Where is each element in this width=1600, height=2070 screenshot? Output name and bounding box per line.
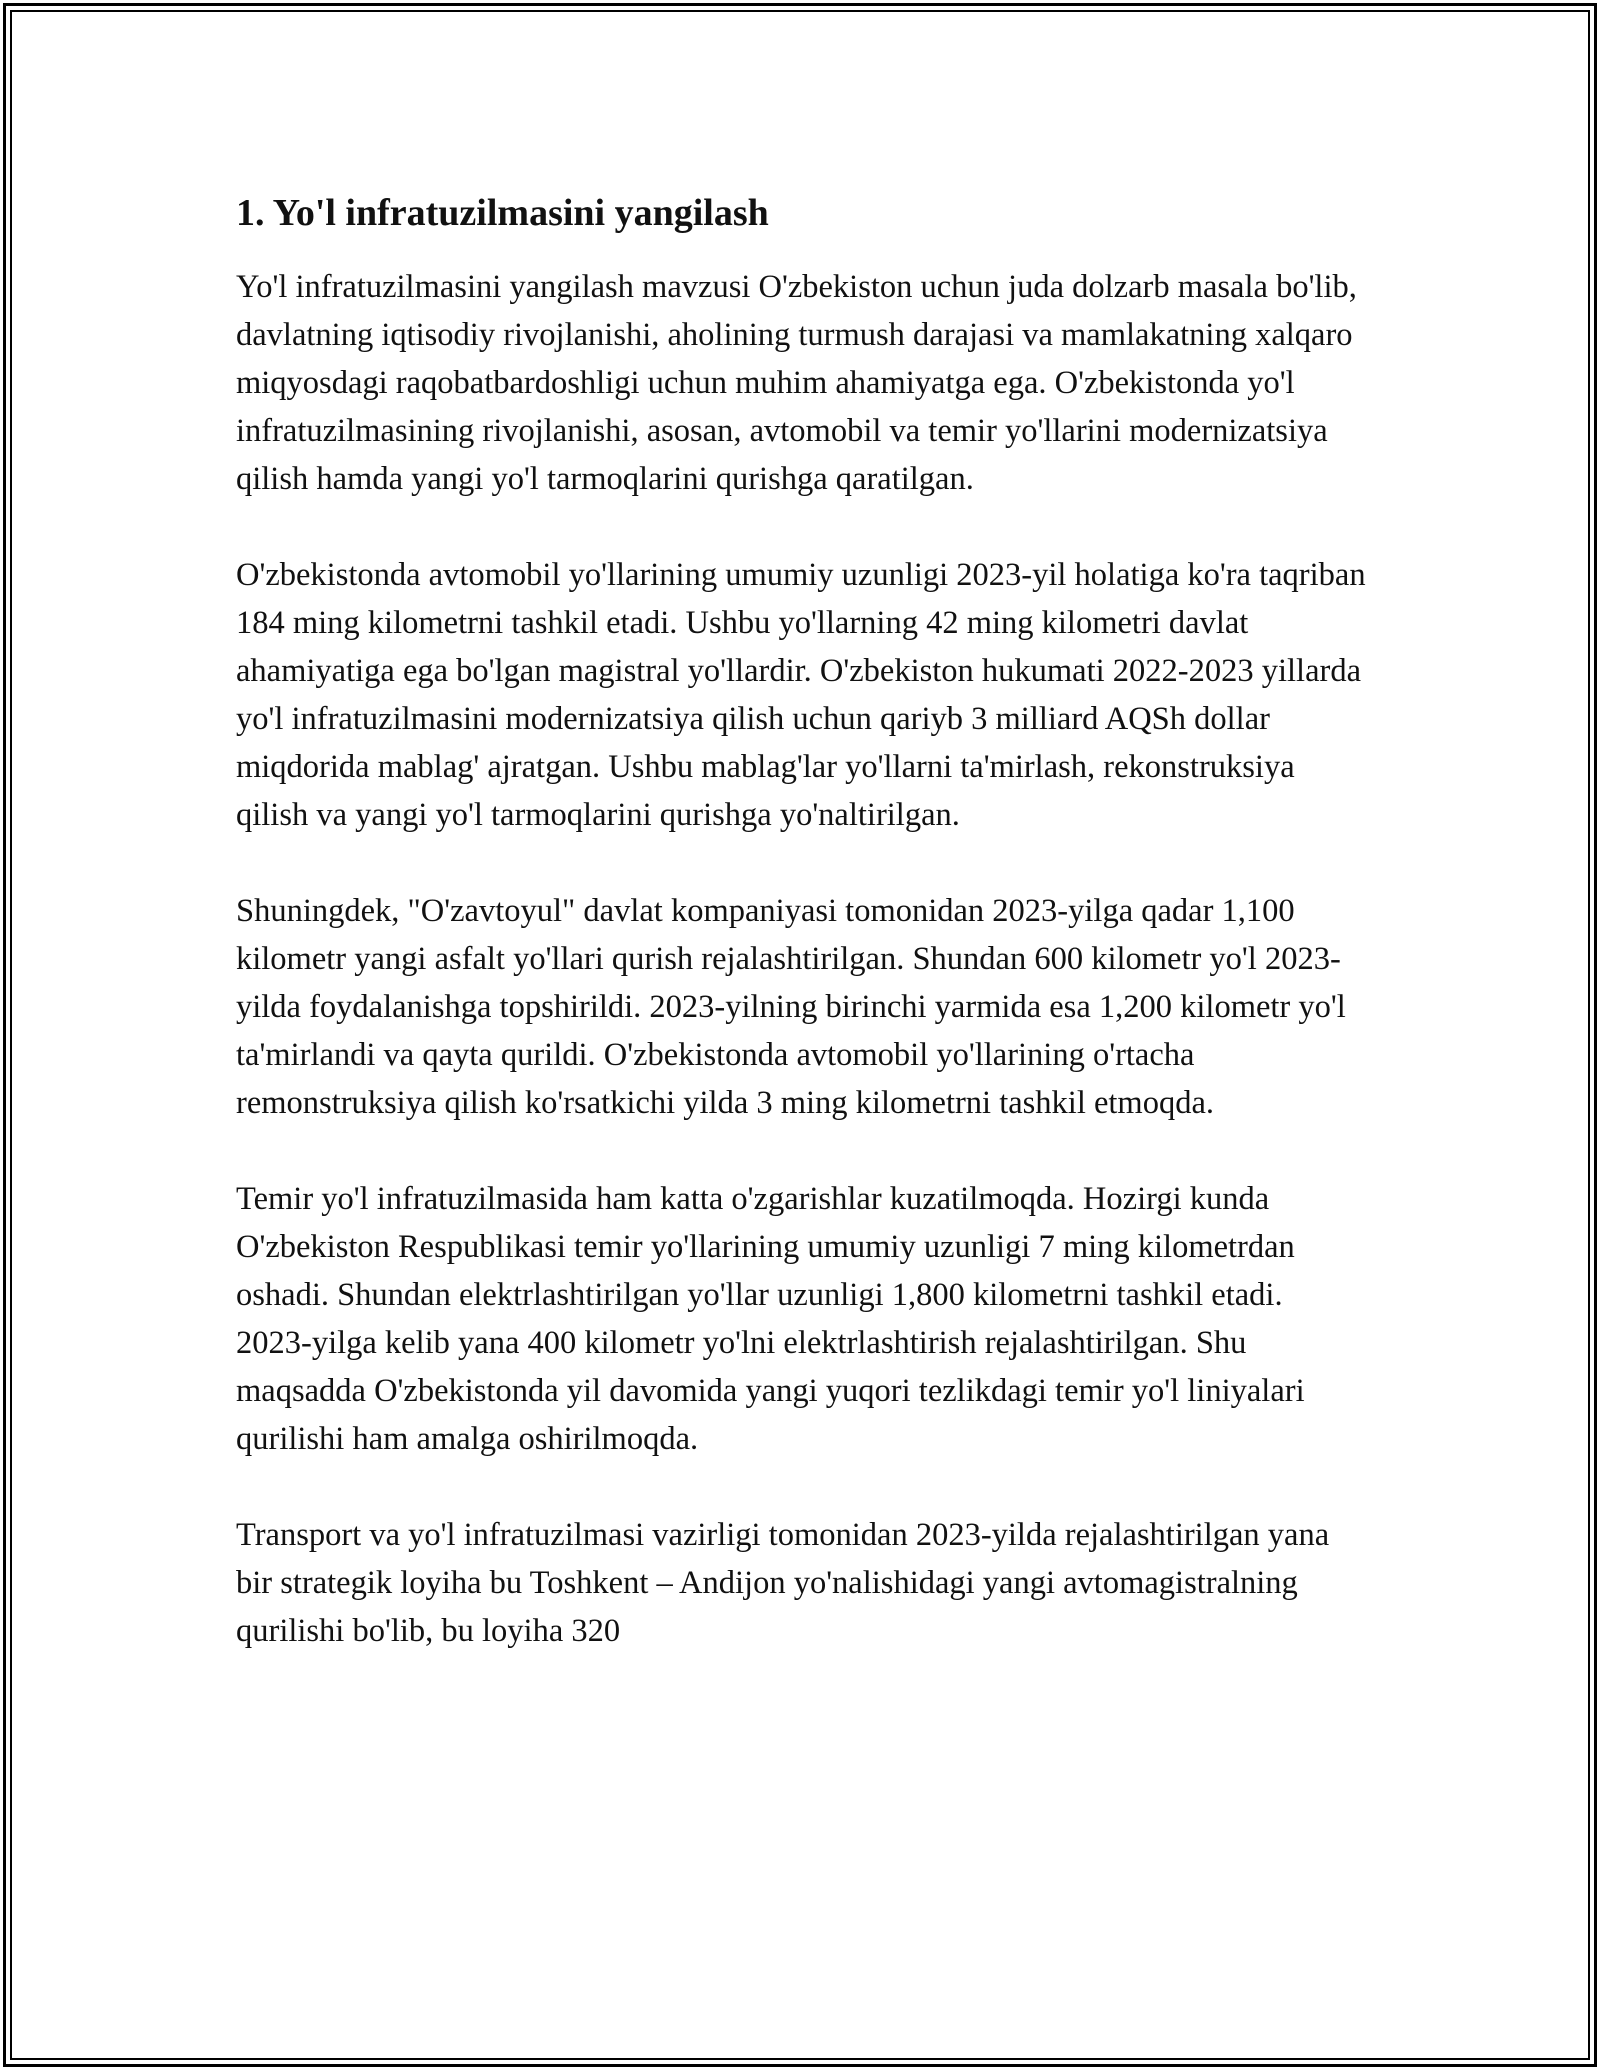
- paragraph-intro: Yo'l infratuzilmasini yangilash mavzusi O'zbekiston uchun juda dolzarb masala bo'lib, davlatning iqtisodiy rivojlanishi, aholining turmush darajasi va mamlakatning xalqaro miqyosdagi raqobatbardoshligi uchun muhim ahamiyatga ega. O'zbekistonda yo'l infratuzilmasining rivojlanishi, asosan, avtomobil va temir yo'llarini modernizatsiya qilish hamda yangi yo'l tarmoqlarini qurishga qaratilgan.: [236, 269, 1357, 497]
- paragraph-strategic-project: Transport va yo'l infratuzilmasi vazirligi tomonidan 2023-yilda rejalashtirilgan yana bir strategik loyiha bu Toshkent – Andijon yo'nalishidagi yangi avtomagistralning qurilishi bo'lib, bu loyiha 320: [236, 1517, 1330, 1649]
- section-heading: 1. Yo'l infratuzilmasini yangilash: [236, 192, 769, 234]
- document-body: [236, 185, 1366, 1703]
- paragraph-road-length: O'zbekistonda avtomobil yo'llarining umumiy uzunligi 2023-yil holatiga ko'ra taqriban 184 ming kilometrni tashkil etadi. Ushbu yo'llarning 42 ming kilometri davlat ahamiyatiga ega bo'lgan magistral yo'llardir. O'zbekiston hukumati 2022-2023 yillarda yo'l infratuzilmasini modernizatsiya qilish uchun qariyb 3 milliard AQSh dollar miqdorida mablag' ajratgan. Ushbu mablag'lar yo'llarni ta'mirlash, rekonstruksiya qilish va yangi yo'l tarmoqlarini qurishga yo'naltirilgan.: [236, 557, 1366, 833]
- paragraph-railway: Temir yo'l infratuzilmasida ham katta o'zgarishlar kuzatilmoqda. Hozirgi kunda O'zbekiston Respublikasi temir yo'llarining umumiy uzunligi 7 ming kilometrdan oshadi. Shundan elektrlashtirilgan yo'llar uzunligi 1,800 kilometrni tashkil etadi. 2023-yilga kelib yana 400 kilometr yo'lni elektrlashtirish rejalashtirilgan. Shu maqsadda O'zbekistonda yil davomida yangi yuqori tezlikdagi temir yo'l liniyalari qurilishi ham amalga oshirilmoqda.: [236, 1181, 1305, 1457]
- paragraph-ozavtoyul: Shuningdek, "O'zavtoyul" davlat kompaniyasi tomonidan 2023-yilga qadar 1,100 kilometr yangi asfalt yo'llari qurish rejalashtirilgan. Shundan 600 kilometr yo'l 2023-yilda foydalanishga topshirildi. 2023-yilning birinchi yarmida esa 1,200 kilometr yo'l ta'mirlandi va qayta qurildi. O'zbekistonda avtomobil yo'llarining o'rtacha remonstruksiya qilish ko'rsatkichi yilda 3 ming kilometrni tashkil etmoqda.: [236, 893, 1346, 1121]
